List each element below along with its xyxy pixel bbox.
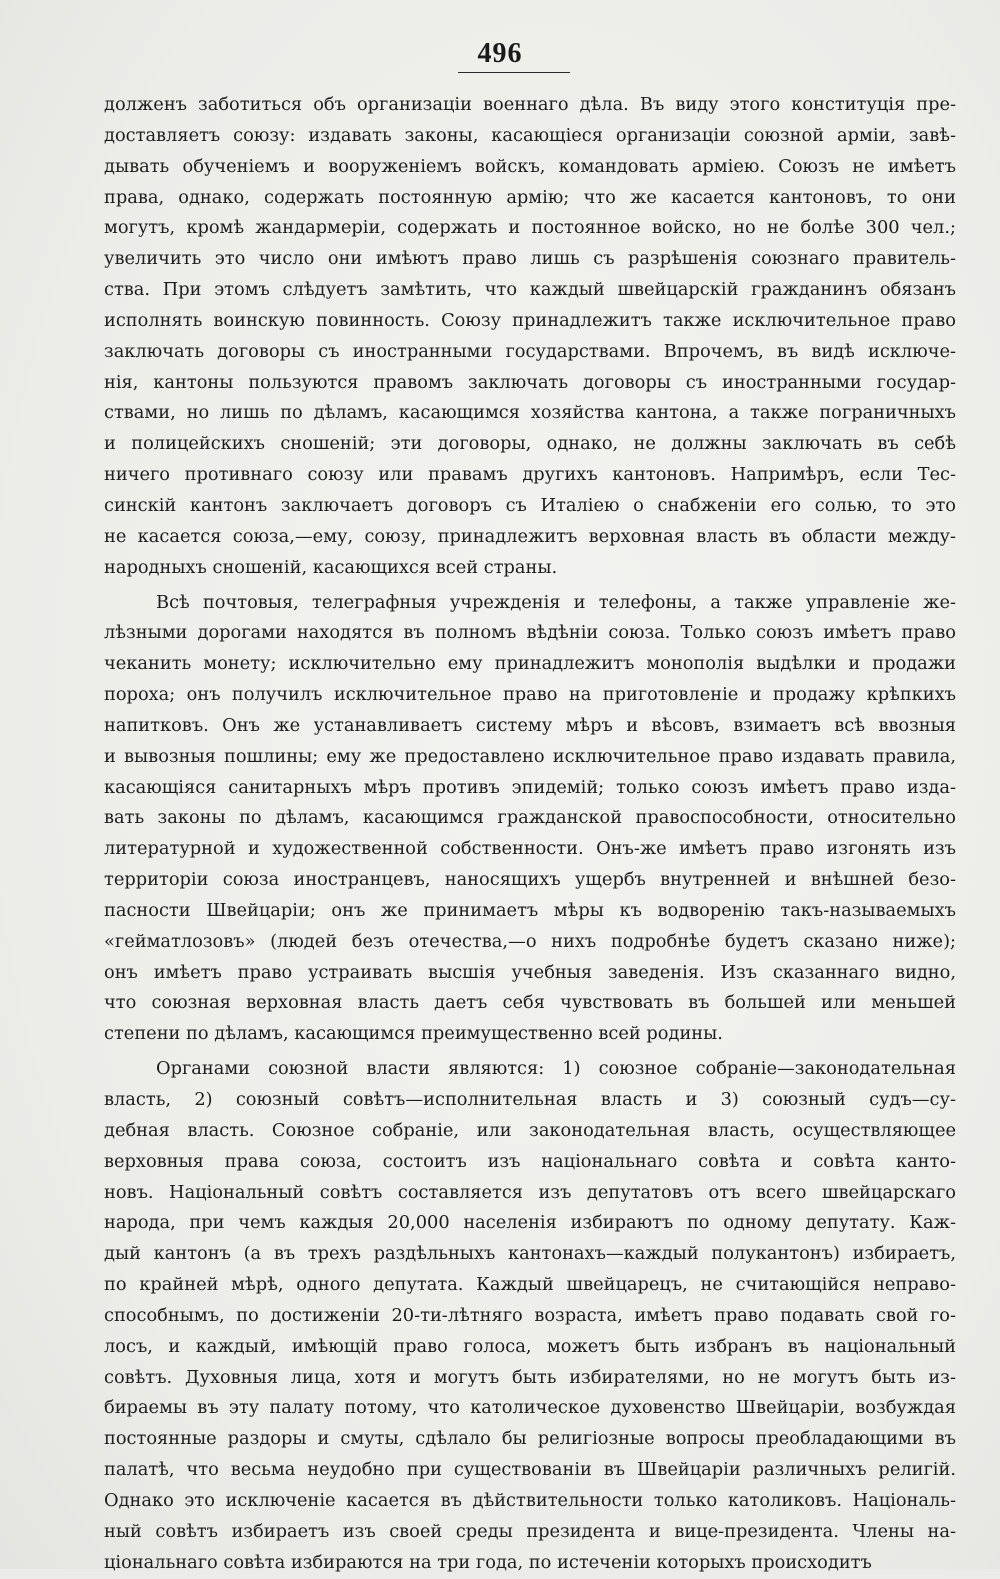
text-line: и вывозныя пошлины; ему же предоставлено исключительное право издавать правила, [104, 745, 956, 767]
text-line: долженъ заботиться объ организаціи военнаго дѣла. Въ виду этого конституція пре- [104, 94, 956, 115]
text-line: не касается союза,—ему, союзу, принадлежитъ верховная власть въ области между- [104, 525, 956, 547]
text-line: ствами, но лишь по дѣламъ, касающимся хозяйства кантона, а также пограничныхъ [104, 402, 956, 424]
text-line: дывать обученіемъ и вооруженіемъ войскъ, командовать арміею. Союзъ не имѣетъ [104, 155, 956, 177]
text-line: ничего противнаго союзу или правамъ другихъ кантоновъ. Напримѣръ, если Тес- [104, 464, 956, 486]
text-line: увеличить это число они имѣютъ право лишь съ разрѣшенія союзнаго правитель- [104, 248, 956, 270]
text-line: палатѣ, что весьма неудобно при существованіи въ Швейцаріи различныхъ религій. [104, 1459, 956, 1481]
text-line: литературной и художественной собственности. Онъ-же имѣетъ право изгонять изъ [104, 838, 956, 860]
text-line: Однако это исключеніе касается въ дѣйствительности только католиковъ. Національ- [104, 1489, 956, 1511]
text-line: нія, кантоны пользуются правомъ заключать договоры съ иностранными государ- [104, 371, 956, 393]
text-line: лосъ, и каждый, имѣющій право голоса, можетъ быть избранъ въ національный [104, 1335, 956, 1357]
text-line: дый кантонъ (а въ трехъ раздѣльныхъ кантонахъ—каждый полукантонъ) избираетъ, [104, 1243, 956, 1265]
text-line: исполнять воинскую повинность. Союзу принадлежитъ также исключительное право [104, 309, 956, 331]
text-line: онъ имѣетъ право устраивать высшія учебныя заведенія. Изъ сказаннаго видно, [104, 961, 956, 983]
text-line: Всѣ почтовыя, телеграфныя учрежденія и телефоны, а также управленіе же- [156, 591, 956, 613]
text-line: верховныя права союза, состоитъ изъ національнаго совѣта и совѣта канто- [104, 1150, 956, 1172]
text-line: постоянные раздоры и смуты, сдѣлало бы религіозные вопросы преобладающими въ [104, 1428, 956, 1450]
text-line: синскій кантонъ заключаетъ договоръ съ Италіею о снабженіи его солью, то это [104, 494, 956, 516]
text-line: дебная власть. Союзное собраніе, или законодательная власть, осуществляющее [104, 1119, 956, 1141]
text-line: напитковъ. Онъ же устанавливаетъ систему мѣръ и вѣсовъ, взимаетъ всѣ ввозныя [104, 714, 956, 736]
text-line: «гейматлозовъ» (людей безъ отечества,—о нихъ подробнѣе будетъ сказано ниже); [104, 930, 956, 952]
page-header [0, 38, 1000, 70]
text-line: могутъ, кромѣ жандармеріи, содержать и постоянное войско, но не болѣе 300 чел.; [104, 217, 956, 239]
paragraph [104, 1054, 956, 1578]
page-number: 496 [477, 38, 523, 69]
text-line: ства. При этомъ слѣдуетъ замѣтить, что каждый швейцарскій гражданинъ обязанъ [104, 279, 956, 301]
header-rule [458, 72, 570, 73]
text-line: бираемы въ эту палату потому, что католическое духовенство Швейцаріи, возбуждая [104, 1397, 956, 1419]
text-line: касающіяся санитарныхъ мѣръ противъ эпидемій; только союзъ имѣетъ право изда- [104, 776, 956, 798]
paragraph [104, 90, 956, 584]
text-line: доставляетъ союзу: издавать законы, касающіеся организаціи союзной арміи, завѣ- [104, 124, 956, 146]
text-line: Органами союзной власти являются: 1) союзное собраніе—законодательная [156, 1058, 956, 1080]
text-line: пороха; онъ получилъ исключительное право на приготовленіе и продажу крѣпкихъ [104, 684, 956, 706]
text-line: совѣтъ. Духовныя лица, хотя и могутъ быть избирателями, но не могутъ быть из- [104, 1366, 956, 1388]
text-line: новъ. Національный совѣтъ составляется изъ депутатовъ отъ всего швейцарскаго [104, 1181, 956, 1203]
text-line: заключать договоры съ иностранными государствами. Впрочемъ, въ видѣ исключе- [104, 340, 956, 362]
text-line: лѣзными дорогами находятся въ полномъ вѣдѣніи союза. Только союзъ имѣетъ право [104, 622, 956, 644]
text-line: народа, при чемъ каждыя 20,000 населенія избираютъ по одному депутату. Каж- [104, 1212, 956, 1234]
paragraph [104, 588, 956, 1051]
text-line: и полицейскихъ сношеній; эти договоры, однако, не должны заключать въ себѣ [104, 433, 956, 455]
text-line: способнымъ, по достиженіи 20-ти-лѣтняго возраста, имѣетъ право подавать свой го- [104, 1304, 956, 1326]
text-line: ціональнаго совѣта избираются на три года, по истеченіи которыхъ происходитъ [104, 1551, 872, 1573]
text-line: права, однако, содержать постоянную армію; что же касается кантоновъ, то они [104, 186, 956, 208]
text-line: народныхъ сношеній, касающихся всей страны. [104, 556, 558, 578]
text-line: пасности Швейцаріи; онъ же принимаетъ мѣры къ водворенію такъ-называемыхъ [104, 899, 956, 921]
text-line: что союзная верховная власть даетъ себя чувствовать въ большей или меньшей [104, 992, 956, 1014]
text-line: территоріи союза иностранцевъ, наносящихъ ущербъ внутренней и внѣшней безо- [104, 869, 956, 891]
text-line: степени по дѣламъ, касающимся преимущественно всей родины. [104, 1023, 723, 1045]
text-line: чеканить монету; исключительно ему принадлежитъ монополія выдѣлки и продажи [104, 653, 956, 675]
text-line: ный совѣтъ избираетъ изъ своей среды президента и вице-президента. Члены на- [104, 1520, 956, 1542]
text-line: власть, 2) союзный совѣтъ—исполнительная власть и 3) союзный судъ—су- [104, 1089, 956, 1110]
text-line: по крайней мѣрѣ, одного депутата. Каждый швейцарецъ, не считающійся неправо- [104, 1274, 956, 1296]
text-line: вать законы по дѣламъ, касающимся гражданской правоспособности, относительно [104, 807, 956, 829]
body-text [104, 90, 956, 1579]
